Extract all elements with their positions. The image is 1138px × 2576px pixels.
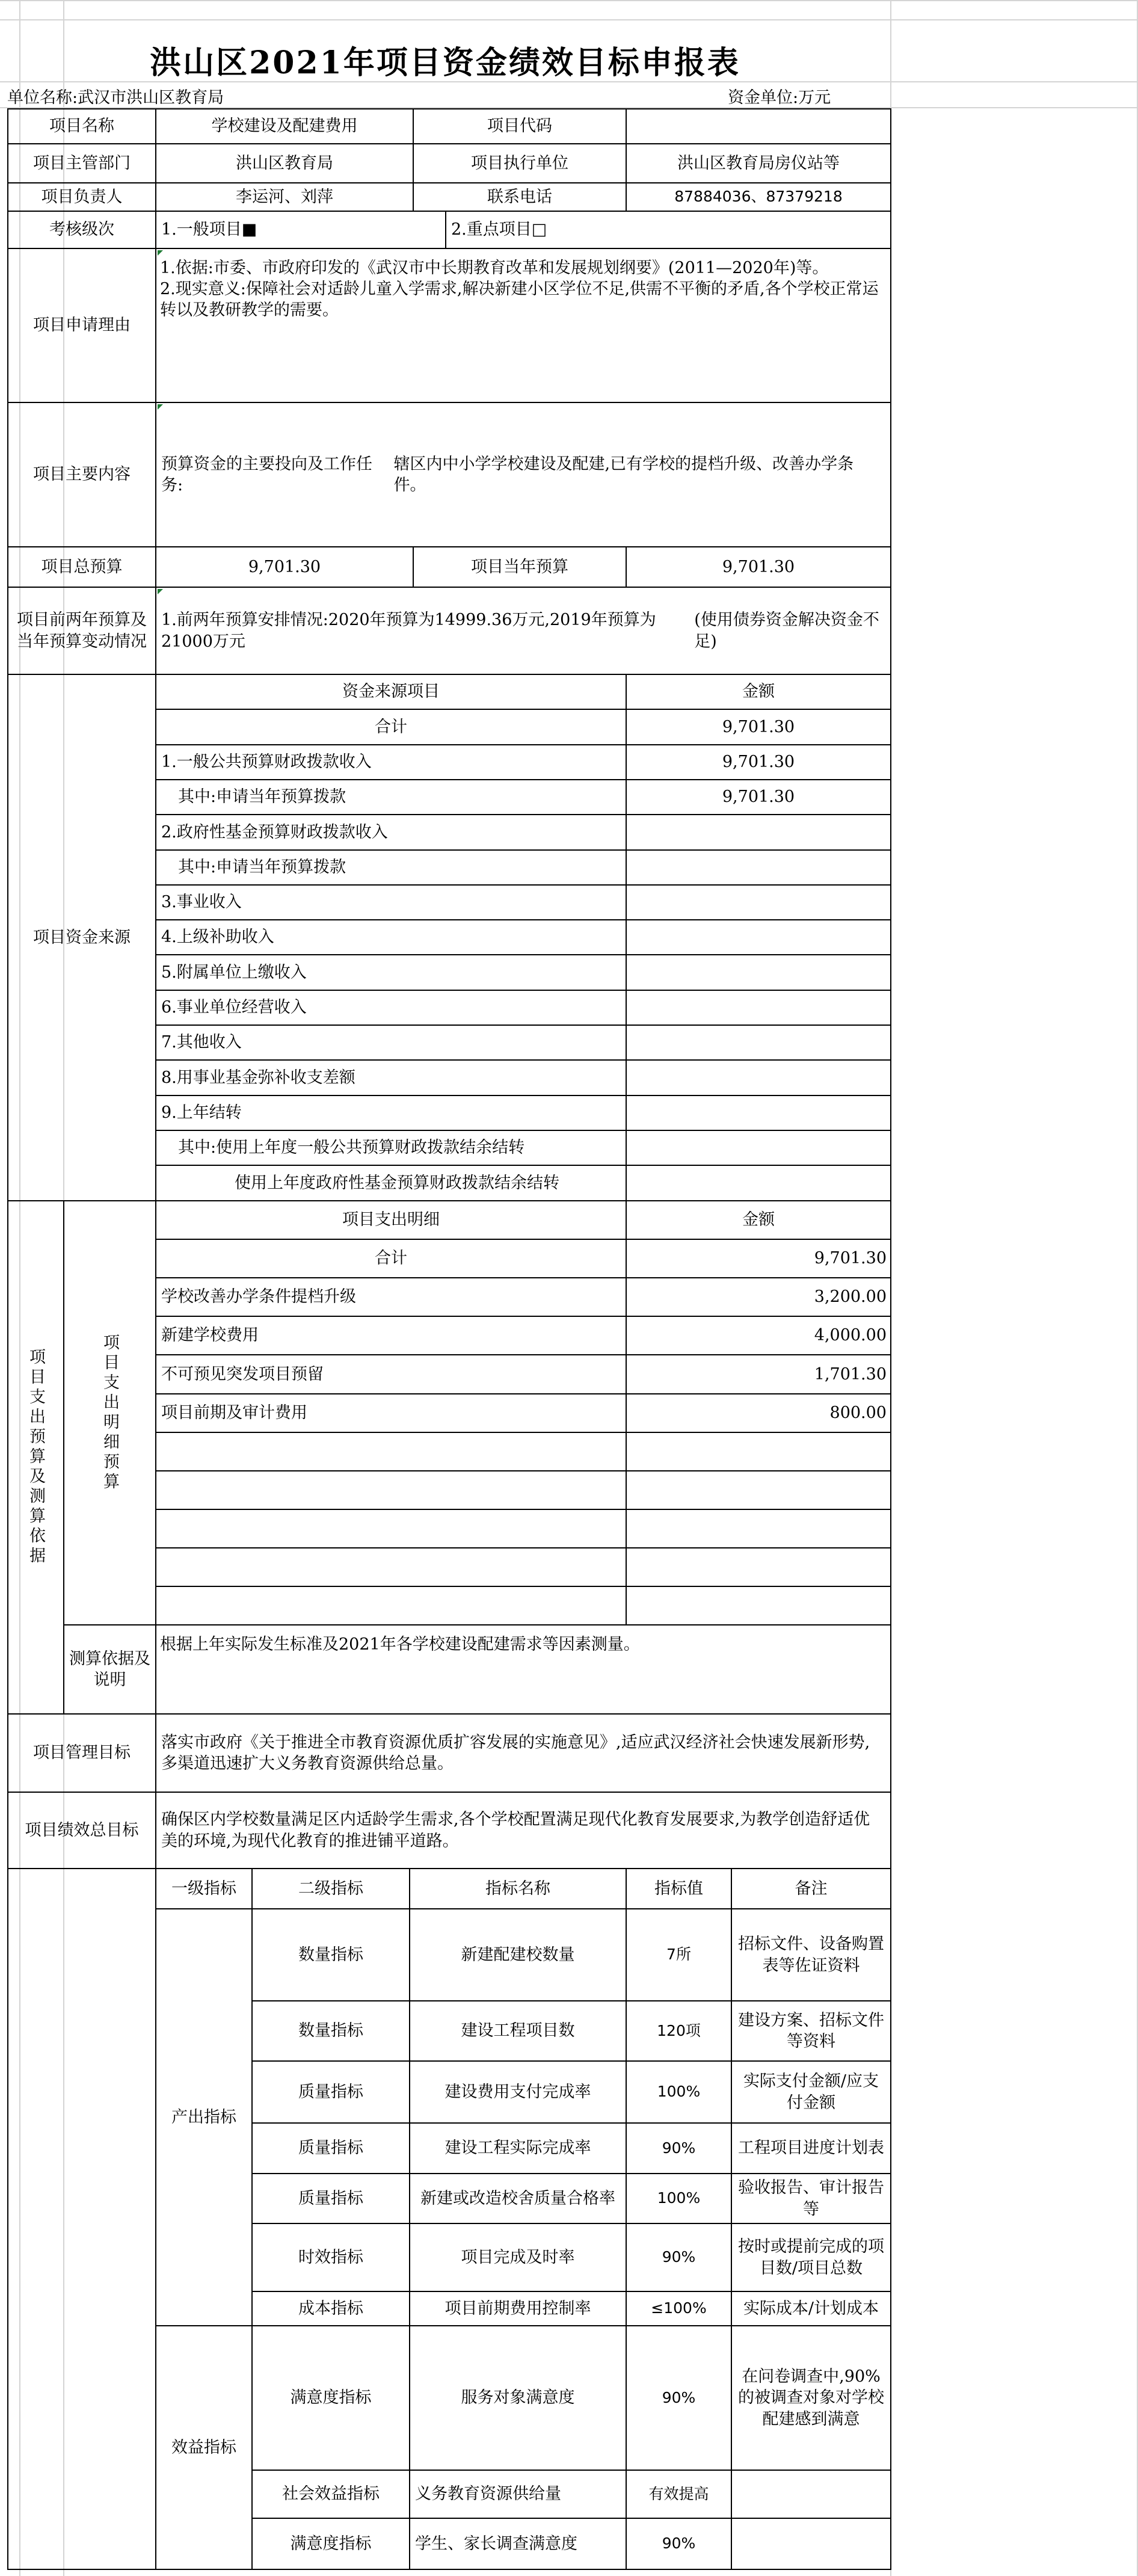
funding-row-amount xyxy=(626,954,891,991)
output-indicator-name xyxy=(409,2000,627,2062)
benefit-level2-text: 满意度指标 xyxy=(290,2534,372,2553)
project-code-label xyxy=(413,108,627,144)
funding-row-name-text: 使用上年度政府性基金预算财政拨款结余结转 xyxy=(235,1173,559,1192)
funding-row-name-text: 9.上年结转 xyxy=(161,1103,242,1123)
current-budget-value xyxy=(626,546,891,588)
reason-label xyxy=(7,248,156,403)
indicators-left-block xyxy=(7,1868,156,2570)
output-indicator-name-text: 项目完成及时率 xyxy=(461,2248,575,2267)
expenditure-row-name-text: 合计 xyxy=(375,1249,407,1268)
output-indicator-note xyxy=(731,2122,891,2174)
project-name-label xyxy=(7,108,156,144)
expenditure-row-name xyxy=(155,1354,627,1394)
funding-row-name xyxy=(155,1059,627,1096)
output-indicator-value-text: 90% xyxy=(662,2139,696,2157)
funding-row-amount xyxy=(626,919,891,955)
funding-row-amount xyxy=(626,1130,891,1166)
funding-row-name-text: 4.上级补助收入 xyxy=(161,928,274,947)
output-indicator-note xyxy=(731,2000,891,2062)
performance-goal-text-text: 确保区内学校数量满足区内适龄学生需求,各个学校配置满足现代化教育发展要求,为教学创造舒适优美的环境,为现代化教育的推进铺平道路。 xyxy=(161,1810,870,1850)
indicator-header-note xyxy=(731,1868,891,1909)
project-name-value-text: 学校建设及配建费用 xyxy=(211,117,358,136)
funding-row-name-text: 2.政府性基金预算财政拨款收入 xyxy=(161,822,388,842)
output-indicator-value xyxy=(626,2223,732,2292)
indicator-header-level2 xyxy=(251,1868,410,1909)
reason-text xyxy=(155,248,891,403)
indicator-header-value-text: 指标值 xyxy=(654,1879,703,1898)
expenditure-row-amount-text: 9,701.30 xyxy=(814,1249,887,1268)
output-indicator-name-text: 项目前期费用控制率 xyxy=(444,2299,591,2318)
benefit-indicator-note xyxy=(731,2470,891,2519)
benefit-indicator-value xyxy=(626,2518,732,2570)
expenditure-row-name-text: 学校改善办学条件提档升级 xyxy=(161,1287,356,1307)
funding-row-name xyxy=(155,744,627,780)
level-label xyxy=(7,211,156,249)
benefit-indicator-name xyxy=(409,2518,627,2570)
expenditure-row-name-text: 不可预见突发项目预留 xyxy=(161,1364,324,1384)
funding-row-amount xyxy=(626,884,891,920)
output-indicator-name xyxy=(409,2173,627,2224)
benefit-indicator-value xyxy=(626,2470,732,2519)
phone-value-text: 87884036、87379218 xyxy=(674,188,843,206)
output-indicator-value xyxy=(626,2060,732,2124)
funding-row-name xyxy=(155,884,627,920)
benefit-indicator-label xyxy=(155,2325,253,2570)
expenditure-row-name xyxy=(155,1509,627,1548)
cell-comment-marker xyxy=(158,404,163,410)
expenditure-row-amount xyxy=(626,1316,891,1355)
expenditure-outer-label xyxy=(7,1200,64,1715)
output-indicator-value xyxy=(626,2291,732,2326)
funding-row-name xyxy=(155,1165,627,1201)
project-name-value xyxy=(155,108,414,144)
funding-row-amount xyxy=(626,1025,891,1061)
indicator-header-note-text: 备注 xyxy=(795,1879,828,1898)
benefit-level2 xyxy=(251,2470,410,2519)
leader-label-text: 项目负责人 xyxy=(41,187,123,206)
output-indicator-note-text: 按时或提前完成的项目数/项目总数 xyxy=(738,2237,884,2278)
benefit-indicator-note xyxy=(731,2518,891,2570)
indicator-header-value xyxy=(626,1868,732,1909)
expenditure-row-name xyxy=(155,1316,627,1355)
funding-header-source-text: 资金来源项目 xyxy=(342,682,440,701)
content-label xyxy=(7,402,156,547)
output-indicator-value xyxy=(626,1908,732,2001)
expenditure-inner-label xyxy=(63,1200,156,1625)
output-level2 xyxy=(251,2000,410,2062)
output-level2 xyxy=(251,1908,410,2001)
cell-comment-marker xyxy=(158,589,163,594)
leader-value-text: 李运河、刘萍 xyxy=(236,187,333,206)
funding-row-name xyxy=(155,1130,627,1166)
indicator-header-level2-text: 二级指标 xyxy=(298,1879,363,1898)
funding-row-amount-text: 9,701.30 xyxy=(722,787,795,807)
output-indicator-note-text: 招标文件、设备购置表等佐证资料 xyxy=(738,1935,884,1975)
funding-row-name-text: 其中:申请当年预算拨款 xyxy=(178,858,346,877)
output-level2-text: 质量指标 xyxy=(298,2139,363,2158)
leader-label xyxy=(7,182,156,212)
output-indicator-note-text: 验收报告、审计报告等 xyxy=(738,2178,884,2219)
funding-row-name-text: 7.其他收入 xyxy=(161,1033,242,1052)
output-indicator-value-text: 100% xyxy=(657,2189,701,2207)
phone-value xyxy=(626,182,891,212)
funding-row-name-text: 1.一般公共预算财政拨款收入 xyxy=(161,753,372,772)
benefit-indicator-note xyxy=(731,2325,891,2471)
output-indicator-name-text: 建设工程项目数 xyxy=(461,2021,575,2041)
funding-row-name xyxy=(155,919,627,955)
indicator-header-name-text: 指标名称 xyxy=(485,1879,550,1898)
exec-unit-value-text: 洪山区教育局房仪站等 xyxy=(677,153,840,173)
funding-row-name-text: 合计 xyxy=(375,717,407,736)
expenditure-header-amount-text: 金额 xyxy=(742,1210,775,1230)
project-code-label-text: 项目代码 xyxy=(487,117,552,136)
output-indicator-note-text: 工程项目进度计划表 xyxy=(738,2139,884,2158)
output-indicator-value-text: ≤100% xyxy=(651,2299,707,2317)
output-indicator-note xyxy=(731,2223,891,2292)
output-level2 xyxy=(251,2060,410,2124)
currency-unit: 资金单位:万元 xyxy=(728,88,831,107)
cell-comment-marker xyxy=(158,250,163,256)
output-indicator-value-text: 120项 xyxy=(657,2021,701,2039)
funding-row-amount-text: 9,701.30 xyxy=(722,717,795,736)
funding-label xyxy=(7,674,156,1201)
funding-row-amount xyxy=(626,1059,891,1096)
dept-label xyxy=(7,143,156,183)
expenditure-row-amount-text: 1,701.30 xyxy=(814,1364,887,1384)
expenditure-row-amount-text: 4,000.00 xyxy=(814,1326,887,1345)
exec-unit-label xyxy=(413,143,627,183)
expenditure-row-amount-text: 800.00 xyxy=(829,1404,887,1423)
output-indicator-note xyxy=(731,2060,891,2124)
output-indicator-note xyxy=(731,2173,891,2224)
funding-label-text: 项目资金来源 xyxy=(33,928,131,947)
management-label xyxy=(7,1713,156,1793)
output-indicator-note-text: 实际成本/计划成本 xyxy=(743,2299,879,2318)
exec-unit-value xyxy=(626,143,891,183)
funding-row-amount xyxy=(626,849,891,886)
page-title: 洪山区2021年项目资金绩效目标申报表 xyxy=(150,45,740,81)
cell-text-line: 2.现实意义:保障社会对适龄儿童入学需求,解决新建小区学位不足,供需不平衡的矛盾,各个学校正常运转以及教研教学的需要。 xyxy=(160,280,879,320)
gridline-horizontal xyxy=(0,0,1138,1)
total-budget-label xyxy=(7,546,156,588)
management-text-text: 落实市政府《关于推进全市教育资源优质扩容发展的实施意见》,适应武汉经济社会快速发展新形势,多渠道迅速扩大义务教育资源供给总量。 xyxy=(161,1733,870,1773)
funding-row-amount xyxy=(626,1165,891,1201)
output-level2-text: 时效指标 xyxy=(298,2248,363,2267)
expenditure-row-amount xyxy=(626,1509,891,1548)
output-indicator-name xyxy=(409,2122,627,2174)
current-budget-label xyxy=(413,546,627,588)
dept-label-text: 项目主管部门 xyxy=(33,153,131,173)
expenditure-row-name xyxy=(155,1432,627,1471)
basis-label xyxy=(63,1624,156,1715)
output-indicator-label-text: 产出指标 xyxy=(171,2107,236,2127)
output-indicator-label xyxy=(155,1908,253,2326)
cell-text-line: 1.依据:市委、市政府印发的《武汉市中长期教育改革和发展规划纲要》(2011—2020年)等。 xyxy=(160,259,829,277)
output-level2 xyxy=(251,2291,410,2326)
funding-row-name-text: 5.附属单位上缴收入 xyxy=(161,963,307,982)
dept-value xyxy=(155,143,414,183)
level-option-general-text: 1.一般项目■ xyxy=(161,220,257,239)
total-budget-label-text: 项目总预算 xyxy=(41,557,123,576)
basis-text-text: 根据上年实际发生标准及2021年各学校建设配建需求等因素测量。 xyxy=(160,1635,640,1654)
output-indicator-name xyxy=(409,2060,627,2124)
exec-unit-label-text: 项目执行单位 xyxy=(471,153,568,173)
basis-label-text: 测算依据及说明 xyxy=(69,1649,150,1689)
funding-row-amount xyxy=(626,709,891,745)
funding-row-name-text: 6.事业单位经营收入 xyxy=(161,998,307,1017)
current-budget-label-text: 项目当年预算 xyxy=(471,557,568,576)
funding-row-amount xyxy=(626,1095,891,1131)
benefit-indicator-value-text: 90% xyxy=(662,2534,696,2553)
funding-row-name-text: 其中:申请当年预算拨款 xyxy=(178,787,346,807)
expenditure-row-amount xyxy=(626,1277,891,1317)
basis-text xyxy=(155,1624,891,1715)
benefit-indicator-label-text: 效益指标 xyxy=(171,2438,236,2457)
performance-goal-text xyxy=(155,1792,891,1869)
prior-budget-label-text: 项目前两年预算及当年预算变动情况 xyxy=(17,611,147,651)
output-level2-text: 数量指标 xyxy=(298,2021,363,2041)
content-text xyxy=(155,402,891,547)
output-indicator-name-text: 新建或改造校舍质量合格率 xyxy=(420,2189,615,2208)
benefit-indicator-name xyxy=(409,2470,627,2519)
leader-value xyxy=(155,182,414,212)
output-indicator-value-text: 7所 xyxy=(666,1946,691,1964)
output-level2 xyxy=(251,2223,410,2292)
funding-header-source xyxy=(155,674,627,710)
expenditure-row-name xyxy=(155,1470,627,1510)
output-indicator-note-text: 实际支付金额/应支付金额 xyxy=(743,2072,879,2112)
expenditure-row-amount xyxy=(626,1547,891,1587)
output-indicator-note xyxy=(731,1908,891,2001)
output-indicator-note-text: 建设方案、招标文件等资料 xyxy=(738,2011,884,2051)
expenditure-row-amount xyxy=(626,1586,891,1625)
output-indicator-name-text: 建设工程实际完成率 xyxy=(444,2139,591,2158)
benefit-indicator-name xyxy=(409,2325,627,2471)
expenditure-row-name xyxy=(155,1393,627,1433)
expenditure-row-amount-text: 3,200.00 xyxy=(814,1287,887,1307)
output-level2 xyxy=(251,2173,410,2224)
indicator-header-level1 xyxy=(155,1868,253,1909)
benefit-indicator-name-text: 义务教育资源供给量 xyxy=(415,2485,561,2504)
project-code-value xyxy=(626,108,891,144)
output-indicator-note xyxy=(731,2291,891,2326)
current-budget-value-text: 9,701.30 xyxy=(722,557,795,576)
benefit-indicator-value-text: 有效提高 xyxy=(648,2485,709,2503)
expenditure-row-amount xyxy=(626,1470,891,1510)
gridline-horizontal xyxy=(0,19,1138,20)
benefit-level2-text: 满意度指标 xyxy=(290,2388,372,2408)
performance-goal-label-text: 项目绩效总目标 xyxy=(25,1820,139,1840)
content-label-text: 项目主要内容 xyxy=(33,465,131,484)
level-label-text: 考核级次 xyxy=(49,220,114,239)
benefit-indicator-name-text: 学生、家长调查满意度 xyxy=(415,2534,577,2553)
expenditure-row-name-text: 新建学校费用 xyxy=(161,1326,259,1345)
funding-header-amount xyxy=(626,674,891,710)
funding-row-amount xyxy=(626,990,891,1026)
cell-text-line: 1.前两年预算安排情况:2020年预算为14999.36万元,2019年预算为21000万元 xyxy=(161,611,656,651)
phone-label xyxy=(413,182,627,212)
output-indicator-value xyxy=(626,2122,732,2174)
funding-row-name-text: 8.用事业基金弥补收支差额 xyxy=(161,1068,355,1087)
indicator-header-name xyxy=(409,1868,627,1909)
output-indicator-value-text: 100% xyxy=(657,2083,701,2101)
output-indicator-name xyxy=(409,1908,627,2001)
benefit-indicator-value-text: 90% xyxy=(662,2388,696,2406)
expenditure-row-name xyxy=(155,1586,627,1625)
funding-row-amount-text: 9,701.30 xyxy=(722,753,795,772)
funding-header-amount-text: 金额 xyxy=(742,682,775,701)
phone-label-text: 联系电话 xyxy=(487,187,552,206)
funding-row-amount xyxy=(626,779,891,815)
output-level2-text: 数量指标 xyxy=(298,1945,363,1964)
expenditure-row-name xyxy=(155,1277,627,1317)
cell-text-line: (使用债券资金解决资金不足) xyxy=(694,611,879,651)
expenditure-header-amount xyxy=(626,1200,891,1240)
funding-row-name xyxy=(155,954,627,991)
level-option-general xyxy=(155,211,446,249)
expenditure-row-name xyxy=(155,1547,627,1587)
expenditure-row-name xyxy=(155,1239,627,1278)
output-level2 xyxy=(251,2122,410,2174)
output-indicator-value-text: 90% xyxy=(662,2248,696,2266)
expenditure-header-item xyxy=(155,1200,627,1240)
funding-row-name xyxy=(155,1095,627,1131)
unit-name: 单位名称:武汉市洪山区教育局 xyxy=(7,88,224,107)
output-indicator-name xyxy=(409,2223,627,2292)
benefit-level2 xyxy=(251,2325,410,2471)
expenditure-row-amount xyxy=(626,1239,891,1278)
output-level2-text: 质量指标 xyxy=(298,2082,363,2101)
benefit-level2-text: 社会效益指标 xyxy=(282,2485,380,2504)
expenditure-row-amount xyxy=(626,1393,891,1433)
funding-row-name xyxy=(155,1025,627,1061)
indicator-header-level1-text: 一级指标 xyxy=(171,1879,236,1898)
output-indicator-name-text: 建设费用支付完成率 xyxy=(444,2082,591,2101)
prior-budget-text xyxy=(155,587,891,675)
benefit-level2 xyxy=(251,2518,410,2570)
total-budget-value xyxy=(155,546,414,588)
prior-budget-label xyxy=(7,587,156,675)
funding-row-name xyxy=(155,990,627,1026)
total-budget-value-text: 9,701.30 xyxy=(248,557,321,576)
dept-value-text: 洪山区教育局 xyxy=(236,153,333,173)
cell-text-line: 预算资金的主要投向及工作任务: xyxy=(161,454,372,495)
benefit-indicator-note-text: 在问卷调查中,90%的被调查对象对学校配建感到满意 xyxy=(738,2367,884,2429)
funding-row-name xyxy=(155,814,627,851)
expenditure-row-name-text: 项目前期及审计费用 xyxy=(161,1404,307,1423)
expenditure-header-item-text: 项目支出明细 xyxy=(342,1210,440,1230)
expenditure-outer-label-text: 项目支出预算及测算依据 xyxy=(26,1348,46,1567)
output-indicator-name xyxy=(409,2291,627,2326)
funding-row-name-text: 其中:使用上年度一般公共预算财政拨款结余结转 xyxy=(178,1138,525,1157)
output-indicator-value xyxy=(626,2000,732,2062)
funding-row-name xyxy=(155,779,627,815)
management-label-text: 项目管理目标 xyxy=(33,1743,131,1763)
output-indicator-name-text: 新建配建校数量 xyxy=(461,1945,575,1964)
funding-row-name xyxy=(155,709,627,745)
funding-row-amount xyxy=(626,814,891,851)
project-name-label-text: 项目名称 xyxy=(49,117,114,136)
level-option-key-text: 2.重点项目□ xyxy=(451,220,547,239)
level-option-key xyxy=(445,211,891,249)
benefit-indicator-value xyxy=(626,2325,732,2471)
expenditure-row-amount xyxy=(626,1432,891,1471)
management-text xyxy=(155,1713,891,1793)
funding-row-name-text: 3.事业收入 xyxy=(161,893,242,912)
output-level2-text: 成本指标 xyxy=(298,2299,363,2318)
benefit-indicator-name-text: 服务对象满意度 xyxy=(461,2388,575,2408)
expenditure-inner-label-text: 项目支出明细预算 xyxy=(100,1333,120,1493)
expenditure-row-amount xyxy=(626,1354,891,1394)
performance-goal-label xyxy=(7,1792,156,1869)
reason-label-text: 项目申请理由 xyxy=(33,316,131,335)
output-indicator-value xyxy=(626,2173,732,2224)
output-level2-text: 质量指标 xyxy=(298,2189,363,2208)
cell-text-line: 辖区内中小学学校建设及配建,已有学校的提档升级、改善办学条件。 xyxy=(393,454,854,495)
funding-row-amount xyxy=(626,744,891,780)
funding-row-name xyxy=(155,849,627,886)
